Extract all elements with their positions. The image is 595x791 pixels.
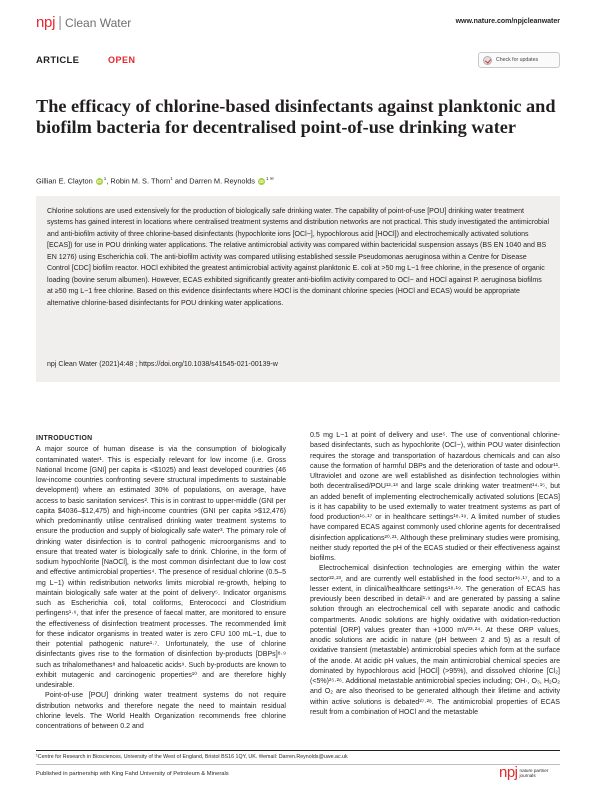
check-for-updates-button[interactable] [478, 52, 560, 68]
author-list [36, 176, 560, 185]
abstract-text: Chlorine solutions are used extensively for the production of biologically safe drinking water. The capability of point-of-use [POU] drinking water treatment systems has gained interest in locations where centralised treatment systems and distribution networks are not practical. This study investigated the antimicrobial and anti-biofilm activity of three chlorine-based disinfectants (hypochlorite ions [OCl−], hypochlorous acid [HOCl]) and electrochemically activated solutions [ECAS]) for use in POU drinking water applications. The relative antimicrobial activity was compared within bactericidal suspension assays (BS EN 1040 and BS EN 1276) using Escherichia coli. The anti-biofilm activity was compared utilising established sessile Pseudomonas aeruginosa within a Centre for Disease Control [CDC] biofilm reactor. HOCl exhibited the greatest antimicrobial activity against planktonic E. coli at >50 mg L−1 free chlorine, in the presence of organic loading (bovine serum albumen). However, ECAS exhibited significantly greater anti-biofilm activity compared to OCl− and HOCl against P. aeruginosa biofilms at ≥50 mg L−1 free chlorine. Based on this evidence disinfectants where HOCl is the dominant chlorine species (HOCl and ECAS) would be appropriate alternative chlorine-based disinfectants for POU drinking water applications. [47, 208, 550, 307]
open-access-label: OPEN [108, 55, 136, 65]
check-updates-label: Check for updates [496, 57, 539, 63]
author-affiliation-sup: 1 [103, 176, 107, 181]
body-paragraph: 0.5 mg L−1 at point of delivery and use⁵. The use of conventional chlorine-based disinfectants, such as hypochlorite (OCl−), within POU water disinfection requires the storage and transportation of hazardous chemicals and can also cause the formation of harmful DBPs and the deterioration of taste and odour¹¹. Ultraviolet and ozone are well established as disinfection technologies within both decentralised/POU¹²·¹³ and large scale drinking water treatment¹⁴·¹⁵, but an added benefit of implementing electrochemically activated solutions [ECAS] is it has capability to be used externally to water treatment systems as part of food production¹⁶·¹⁷ or in healthcare settings¹⁸·¹⁹. A limited number of studies have compared ECAS against commonly used chlorine agents for decentralised disinfection applications²⁰·²¹. Although these preliminary studies were promising, neither study reported the pH of the ECAS studied or their effectiveness against biofilms. [310, 432, 560, 562]
npj-footer-line-1: nature partner [519, 767, 549, 773]
body-paragraph: Point-of-use [POU] drinking water treatment systems do not require distribution networks and therefore negate the need to maintain residual chlorine levels. The World Health Organization recommends free chlorine concentrations of between 0.2 and [36, 692, 286, 730]
brand-separator: | [58, 14, 63, 31]
author-affiliation-sup: 1 [170, 176, 173, 181]
publisher-partnership-note: Published in partnership with King Fahd University of Petroleum & Minerals [36, 771, 229, 777]
npj-footer-line-2: journals [519, 772, 536, 778]
nature-partner-journals-logo[interactable] [499, 764, 548, 781]
orcid-icon[interactable]: iD [97, 179, 102, 185]
check-updates-icon [483, 56, 492, 65]
author-name-3[interactable]: and Darren M. Reynolds [172, 176, 255, 186]
abstract-box [36, 196, 560, 382]
orcid-icon[interactable]: iD [259, 179, 264, 185]
npj-logo: npj [36, 14, 56, 31]
npj-footer-text [520, 768, 549, 778]
journal-header [36, 12, 560, 36]
journal-url-link[interactable]: www.nature.com/npjcleanwater [455, 18, 560, 25]
journal-brand[interactable] [36, 14, 131, 31]
body-column-left [36, 434, 286, 732]
body-paragraph: A major source of human disease is via the consumption of biologically contaminated water¹. This is especially relevant for low income (i.e. Gross National Income [GNI] per capita is <$1025) and least developed countries (46 low-income countries confronting severe structural impediments to sustainable development) where an estimated 30% of populations, on average, have access to basic sanitation services². This is in contrast to upper-middle (GNI per capita $4036–$12,475) and high-income countries (GNI per capita >$12,476) which predominantly utilise centralised drinking water treatment systems to ensure the production and supply of biologically safe water³. The primary role of drinking water disinfection is to control pathogenic microorganisms and to ensure that treated water is biologically safe to drink. Chlorine, in the form of sodium hypochlorite [NaOCl], is the most common disinfectant due to low cost and effective antimicrobial properties⁴. The presence of residual chlorine (0.5–5 mg L−1) within redistribution networks limits microbial re-growth, helping to maintain biologically safe water at the point of delivery⁵. Indicator organisms such as Escherichia coli, total coliforms, Enterococci and Clostridium perfingens¹·⁶, that infer the presence of faecal matter, are monitored to ensure the effectiveness of disinfection treatment processes. The recommended limit for these indicator organisms in treated water is zero CFU 100 mL−1, due to their potential pathogenic nature¹·⁷. Unfortunately, the use of chlorine disinfectants gives rise to the formation of disinfection by-products [DBPs]⁸·⁹ such as trihalomethanes⁸ and haloacetic acids⁹. Such by-products are known to exhibit mutagenic and carcinogenic properties¹⁰ and are therefore highly undesirable. [36, 446, 286, 689]
journal-name: Clean Water [65, 16, 132, 30]
footnote-divider [36, 750, 560, 751]
affiliation-footnote: ¹Centre for Research in Biosciences, University of the West of England, Bristol BS16 1QY, UK. ✉email: Darren.Reynolds@uwe.ac.uk [36, 754, 348, 760]
author-name-2[interactable]: , Robin M. S. Thorn [106, 176, 171, 186]
article-title: The efficacy of chlorine-based disinfectants against planktonic and biofilm bacteria for decentralised point-of-use drinking water [36, 96, 556, 137]
npj-footer-mark: npj [499, 764, 518, 781]
author-affiliation-sup: 1 ✉ [266, 176, 274, 181]
author-name-1[interactable]: Gillian E. Clayton [36, 176, 93, 186]
body-column-right [310, 431, 560, 718]
citation-doi-line[interactable]: npj Clean Water (2021)4:48 ; https://doi.org/10.1038/s41545-021-00139-w [47, 361, 278, 368]
body-paragraph: Electrochemical disinfection technologies are emerging within the water sector²²·²³, and are currently well established in the food sector¹⁶·¹⁷, and to a lesser extent, in clinical/healthcare settings¹⁸·¹⁹. The generation of ECAS has previously been described in detail¹·⁹ and are generated by passing a saline solution through an electrochemical cell with separate anodic and cathodic compartments. Anodic solutions are highly oxidative with oxidation-reduction potential [ORP] values greater than +1000 mV²³·²⁴. At these ORP values, anodic solutions are acidic in nature (pH between 2 and 5) as a result of oxidative transient (metastable) antimicrobial species which form at the surface of the anode. At acidic pH values, the main antimicrobial chemical species are dominated by hypochlorous acid [HOCl] (>95%), and dissolved chlorine [Cl₂] (<5%)²⁵·²⁶. Additional metastable antimicrobial species including; OH·, O₃, H₂O₂ and O₂ are also theorised to be generated although their lifetime and activity within active solutions is debated²⁷·²⁸. The antimicrobial properties of ECAS result from a combination of HOCl and the metastable [310, 565, 560, 716]
section-heading-introduction: INTRODUCTION [36, 435, 93, 442]
article-type-label: ARTICLE [36, 55, 80, 66]
